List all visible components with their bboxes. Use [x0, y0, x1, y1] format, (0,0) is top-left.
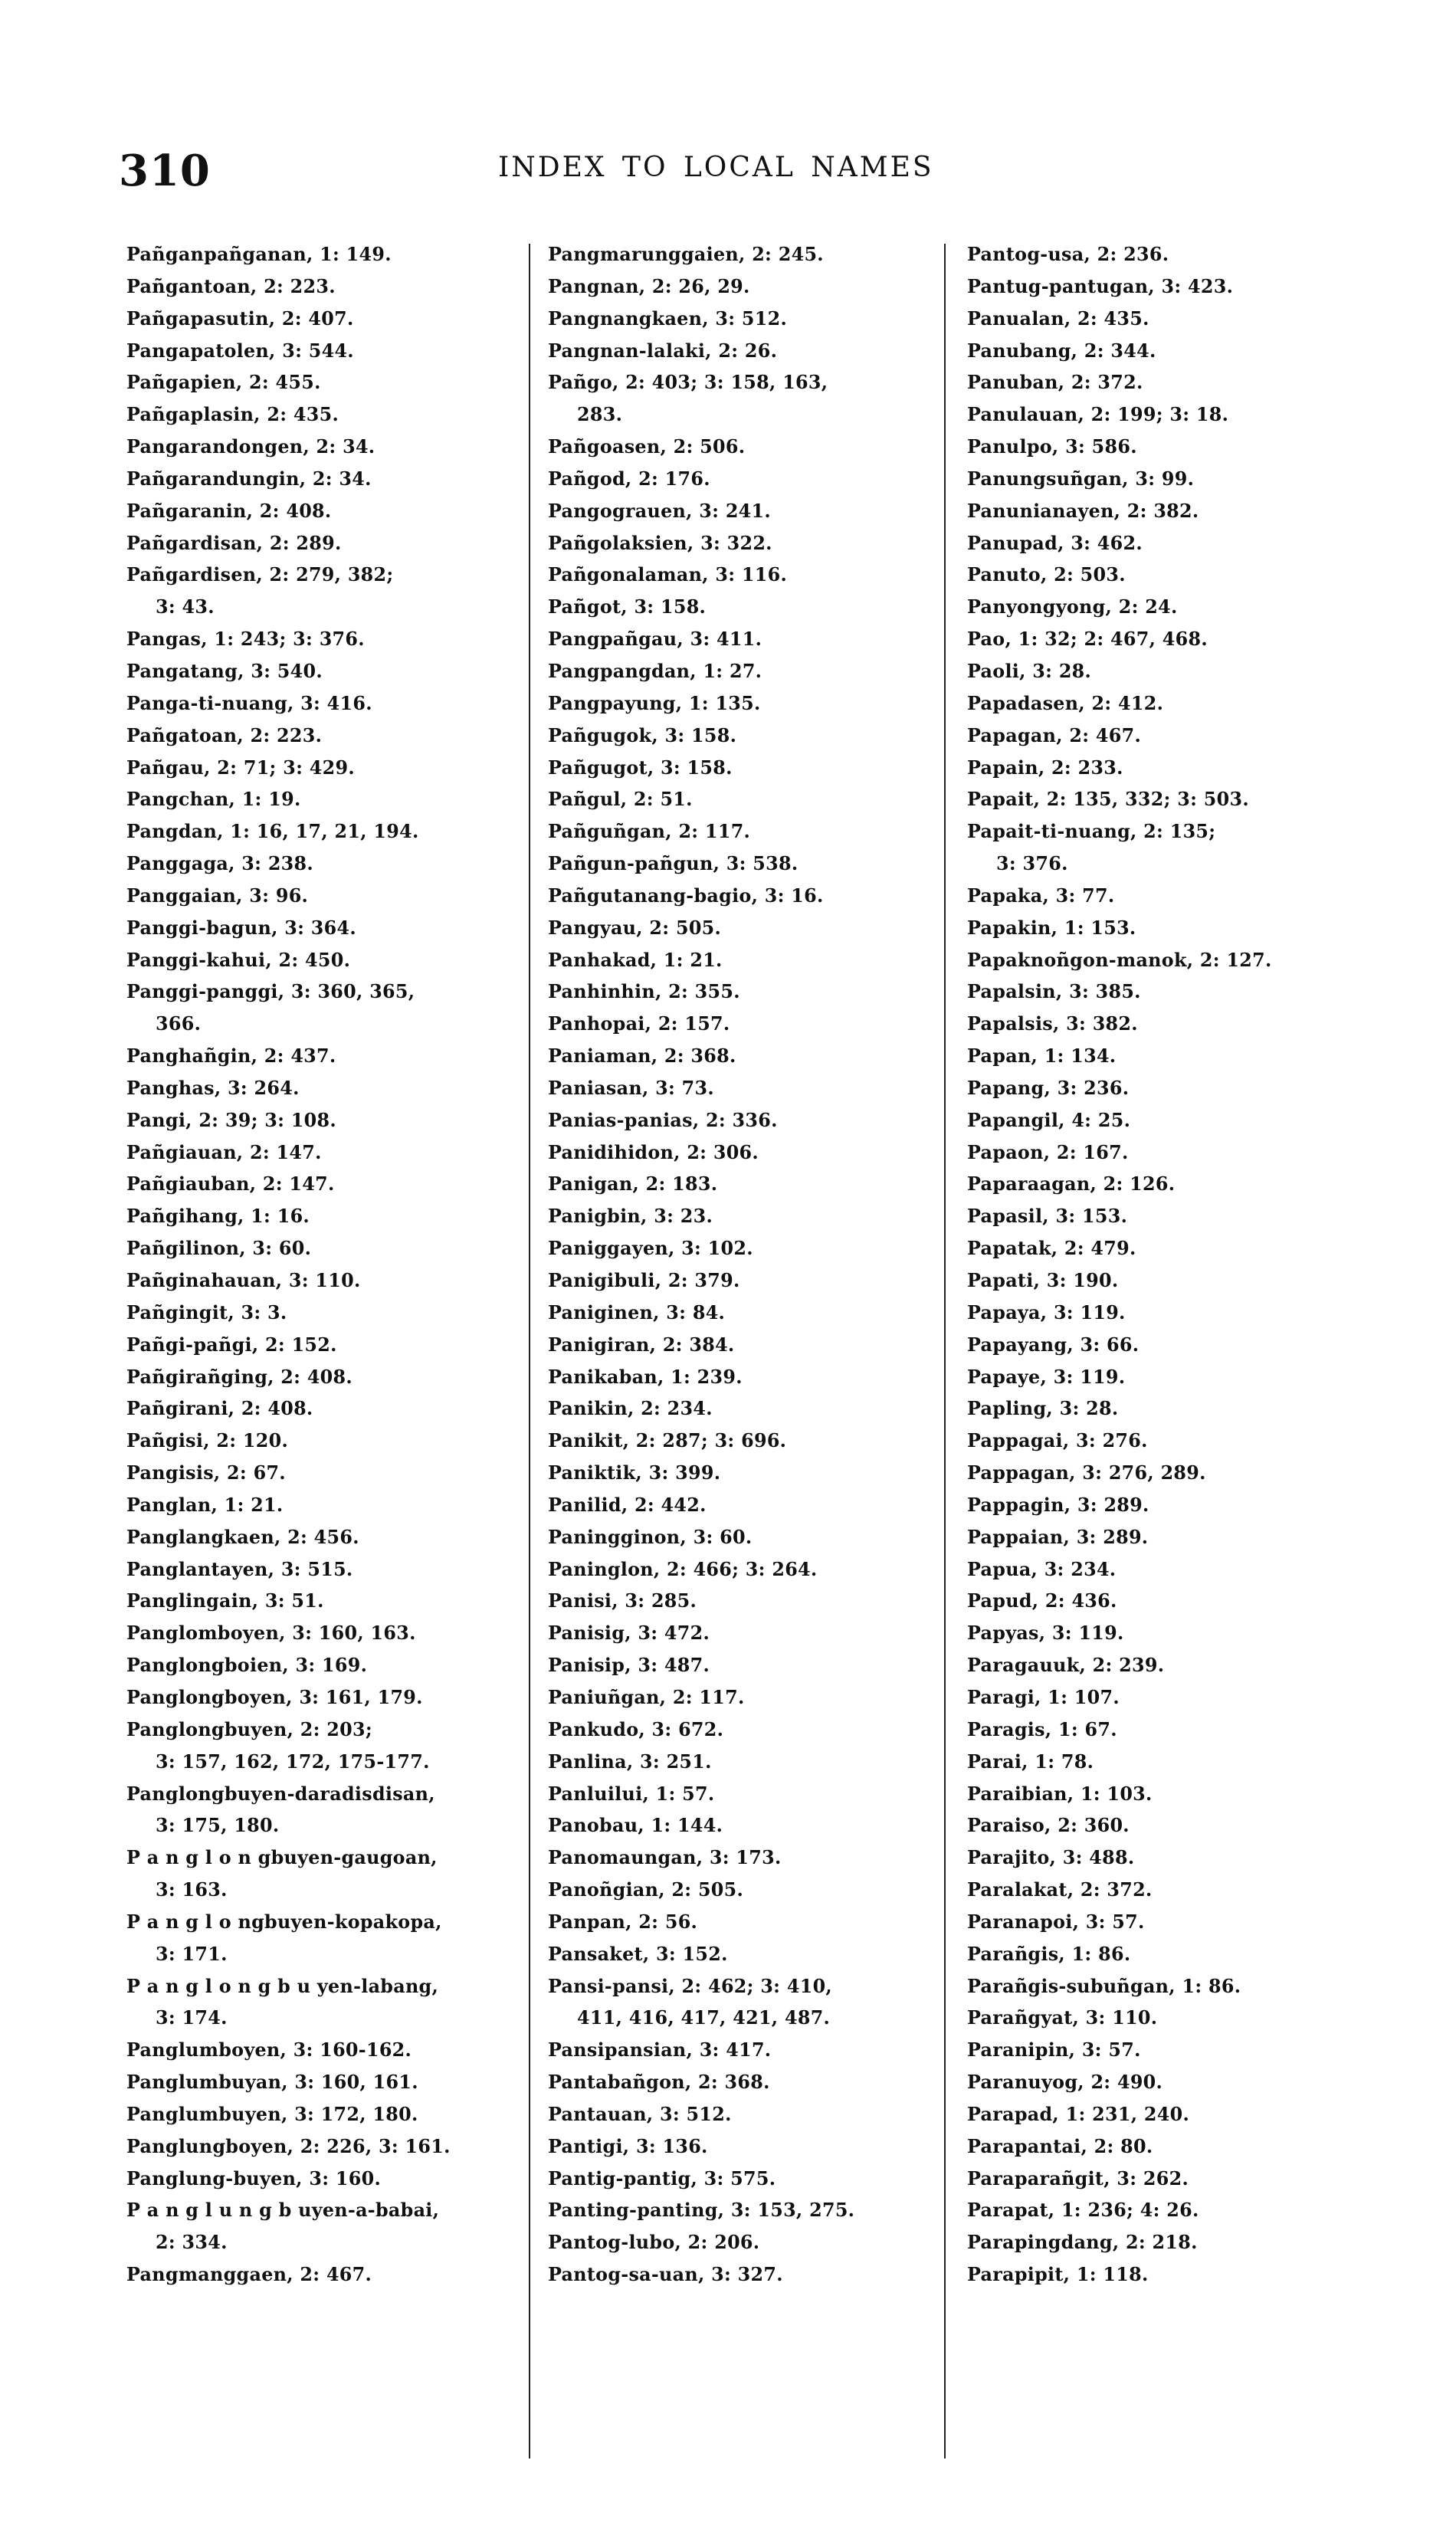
index-entry: 3: 43.	[156, 596, 215, 618]
index-entry: Pañgardisen, 2: 279, 382;	[126, 564, 394, 586]
index-entry: Pangas, 1: 243; 3: 376.	[126, 628, 365, 651]
index-entry: Panuban, 2: 372.	[967, 372, 1143, 394]
index-entry: Papaon, 2: 167.	[967, 1141, 1129, 1163]
index-entry: Paraparañgit, 3: 262.	[967, 2167, 1189, 2190]
index-entry: Panglongboien, 3: 169.	[126, 1655, 368, 1677]
index-entry: Paraiso, 2: 360.	[967, 1815, 1130, 1837]
index-entry: Pangpangdan, 1: 27.	[548, 660, 762, 682]
index-entry: Pañgirani, 2: 408.	[126, 1398, 313, 1420]
index-entry: Panglumbuyen, 3: 172, 180.	[126, 2103, 418, 2125]
index-entry: Panluilui, 1: 57.	[548, 1783, 715, 1805]
index-entry: Panikin, 2: 234.	[548, 1398, 713, 1420]
index-entry: Pappagai, 3: 276.	[967, 1430, 1148, 1452]
index-entry: Panghas, 3: 264.	[126, 1077, 300, 1099]
index-entry: Panggi-bagun, 3: 364.	[126, 917, 356, 939]
index-entry: Pañgilinon, 3: 60.	[126, 1238, 312, 1260]
index-entry: Pañgutanang-bagio, 3: 16.	[548, 884, 824, 907]
index-entry: 3: 376.	[996, 853, 1068, 875]
index-entry: Paniaman, 2: 368.	[548, 1045, 736, 1068]
index-entry: Parañgyat, 3: 110.	[967, 2007, 1158, 2029]
index-entry: Pangyau, 2: 505.	[548, 917, 722, 939]
index-entry: Pañginahauan, 3: 110.	[126, 1270, 361, 1291]
index-entry: 3: 175, 180.	[156, 1815, 280, 1837]
index-entry: Pañgapasutin, 2: 407.	[126, 307, 354, 330]
index-entry: Pañgo, 2: 403; 3: 158, 163,	[548, 372, 828, 394]
index-entry: Parañgis-subuñgan, 1: 86.	[967, 1975, 1241, 1997]
index-entry: P a n g l o n g b u yen-labang,	[126, 1975, 439, 1997]
index-entry: Paniasan, 3: 73.	[548, 1077, 714, 1099]
index-entry: Panglumbuyan, 3: 160, 161.	[126, 2071, 418, 2094]
index-entry: Pañgul, 2: 51.	[548, 789, 693, 811]
page-number: 310	[119, 146, 211, 196]
index-entry: Paningginon, 3: 60.	[548, 1526, 753, 1548]
index-entry: Parapad, 1: 231, 240.	[967, 2103, 1190, 2125]
index-entry: Panghañgin, 2: 437.	[126, 1045, 336, 1068]
index-entry: Pangapatolen, 3: 544.	[126, 339, 354, 362]
index-entry: Papua, 3: 234.	[967, 1558, 1117, 1580]
index-entry: P a n g l o n gbuyen-gaugoan,	[126, 1847, 438, 1869]
index-entry: Panobau, 1: 144.	[548, 1815, 723, 1837]
index-entry: Pañgarandungin, 2: 34.	[126, 467, 372, 490]
index-entry: Panglan, 1: 21.	[126, 1494, 284, 1516]
index-entry: Pañgot, 3: 158.	[548, 596, 707, 618]
index-entry: Panglongbuyen, 2: 203;	[126, 1718, 372, 1740]
index-entry: Papaye, 3: 119.	[967, 1366, 1126, 1388]
index-entry: Pantug-pantugan, 3: 423.	[967, 275, 1234, 297]
index-entry: Panting-panting, 3: 153, 275.	[548, 2199, 855, 2222]
index-entry: Pao, 1: 32; 2: 467, 468.	[967, 628, 1208, 651]
index-entry: Panualan, 2: 435.	[967, 307, 1149, 330]
index-entry: Panidihidon, 2: 306.	[548, 1141, 759, 1163]
index-entry: Papyas, 3: 119.	[967, 1622, 1124, 1645]
running-title: INDEX TO LOCAL NAMES	[498, 152, 934, 183]
index-entry: Panglungboyen, 2: 226, 3: 161.	[126, 2135, 451, 2157]
index-entry: Papaknoñgon-manok, 2: 127.	[967, 949, 1272, 971]
index-entry: Pañgonalaman, 3: 116.	[548, 564, 788, 586]
index-entry: Panoñgian, 2: 505.	[548, 1879, 744, 1901]
index-entry: Pañgardisan, 2: 289.	[126, 532, 342, 554]
index-entry: Pangnan-lalaki, 2: 26.	[548, 339, 778, 362]
index-entry: Pañgod, 2: 176.	[548, 467, 710, 490]
index-entry: Papatak, 2: 479.	[967, 1238, 1136, 1260]
index-entry: 2: 334.	[156, 2232, 228, 2254]
index-entry: Panilid, 2: 442.	[548, 1494, 707, 1516]
index-entry: Papud, 2: 436.	[967, 1590, 1117, 1612]
index-entry: Parai, 1: 78.	[967, 1750, 1094, 1773]
index-entry: Pantog-lubo, 2: 206.	[548, 2232, 760, 2254]
index-entry: Pañgiauan, 2: 147.	[126, 1141, 322, 1163]
index-entry: Panigan, 2: 183.	[548, 1173, 718, 1196]
index-entry: Panglangkaen, 2: 456.	[126, 1526, 359, 1548]
column-divider	[529, 244, 530, 2458]
index-entry: Paranuyog, 2: 490.	[967, 2071, 1163, 2094]
index-entry: Pañgiauban, 2: 147.	[126, 1173, 335, 1196]
index-entry: Papati, 3: 190.	[967, 1270, 1119, 1291]
index-column-3	[967, 239, 1366, 2291]
index-entry: Pantog-usa, 2: 236.	[967, 244, 1169, 265]
index-entry: Papakin, 1: 153.	[967, 917, 1136, 939]
index-entry: Pangmanggaen, 2: 467.	[126, 2264, 372, 2286]
index-entry: Pantigi, 3: 136.	[548, 2135, 708, 2157]
index-entry: Paragis, 1: 67.	[967, 1718, 1117, 1740]
index-entry: Paniuñgan, 2: 117.	[548, 1686, 745, 1708]
index-entry: Panomaungan, 3: 173.	[548, 1847, 782, 1869]
index-entry: Pangpañgau, 3: 411.	[548, 628, 762, 651]
index-entry: Pañgugok, 3: 158.	[548, 724, 737, 746]
index-entry: Paniktik, 3: 399.	[548, 1462, 721, 1484]
index-entry: Pappagan, 3: 276, 289.	[967, 1462, 1206, 1484]
index-entry: Panggi-kahui, 2: 450.	[126, 949, 351, 971]
index-entry: Pantog-sa-uan, 3: 327.	[548, 2264, 783, 2286]
index-entry: 3: 163.	[156, 1879, 228, 1901]
index-entry: Pankudo, 3: 672.	[548, 1718, 724, 1740]
index-entry: Panpan, 2: 56.	[548, 1911, 698, 1933]
index-entry: Pañgaplasin, 2: 435.	[126, 404, 339, 426]
index-entry: Paralakat, 2: 372.	[967, 1879, 1153, 1901]
index-entry: Panhakad, 1: 21.	[548, 949, 723, 971]
index-entry: Papasil, 3: 153.	[967, 1205, 1128, 1228]
index-entry: Parapantai, 2: 80.	[967, 2135, 1153, 2157]
index-entry: Paranapoi, 3: 57.	[967, 1911, 1145, 1933]
index-entry: Panigbin, 3: 23.	[548, 1205, 713, 1228]
index-entry: Pansaket, 3: 152.	[548, 1943, 728, 1965]
index-entry: Papayang, 3: 66.	[967, 1333, 1140, 1356]
index-entry: Papait-ti-nuang, 2: 135;	[967, 821, 1216, 843]
index-entry: Paoli, 3: 28.	[967, 660, 1092, 682]
index-entry: Panubang, 2: 344.	[967, 339, 1156, 362]
index-entry: Paninglon, 2: 466; 3: 264.	[548, 1558, 818, 1580]
index-entry: Papain, 2: 233.	[967, 756, 1123, 779]
index-entry: Pappagin, 3: 289.	[967, 1494, 1149, 1516]
index-entry: Panggaga, 3: 238.	[126, 853, 313, 875]
index-entry: Panggi-panggi, 3: 360, 365,	[126, 981, 415, 1003]
index-entry: Paragauuk, 2: 239.	[967, 1655, 1165, 1677]
index-entry: Pantauan, 3: 512.	[548, 2103, 732, 2125]
index-entry: Panhopai, 2: 157.	[548, 1013, 730, 1035]
index-entry: Panias-panias, 2: 336.	[548, 1109, 778, 1131]
index-entry: Papangil, 4: 25.	[967, 1109, 1131, 1131]
index-entry: Pañgaranin, 2: 408.	[126, 500, 332, 522]
index-entry: Pañgoasen, 2: 506.	[548, 436, 746, 458]
index-entry: Pañgapien, 2: 455.	[126, 372, 321, 394]
index-entry: Papadasen, 2: 412.	[967, 692, 1164, 714]
index-entry: P a n g l u n g b uyen-a-babai,	[126, 2199, 440, 2222]
page-header	[0, 146, 1456, 207]
index-entry: Pañgihang, 1: 16.	[126, 1205, 310, 1228]
index-entry: Papling, 3: 28.	[967, 1398, 1119, 1420]
index-entry: Papagan, 2: 467.	[967, 724, 1142, 746]
index-entry: Paparaagan, 2: 126.	[967, 1173, 1176, 1196]
index-entry: 366.	[156, 1013, 202, 1035]
index-column-2	[548, 239, 946, 2291]
index-entry: Pangisis, 2: 67.	[126, 1462, 286, 1484]
index-entry: Panglantayen, 3: 515.	[126, 1558, 353, 1580]
index-entry: Parapipit, 1: 118.	[967, 2264, 1149, 2286]
index-entry: Parañgis, 1: 86.	[967, 1943, 1131, 1965]
index-entry: 3: 171.	[156, 1943, 228, 1965]
index-entry: Paranipin, 3: 57.	[967, 2039, 1141, 2062]
index-entry: Panisi, 3: 285.	[548, 1590, 697, 1612]
index-entry: Pangpayung, 1: 135.	[548, 692, 761, 714]
index-entry: Panunianayen, 2: 382.	[967, 500, 1199, 522]
index-entry: Pansi-pansi, 2: 462; 3: 410,	[548, 1975, 833, 1997]
index-entry: Panikaban, 1: 239.	[548, 1366, 743, 1388]
index-entry: Panulauan, 2: 199; 3: 18.	[967, 404, 1229, 426]
index-entry: Pañgatoan, 2: 223.	[126, 724, 323, 746]
index-entry: Papalsin, 3: 385.	[967, 981, 1141, 1003]
index-entry: Panglongbuyen-daradisdisan,	[126, 1783, 435, 1805]
index-entry: 3: 174.	[156, 2007, 228, 2029]
index-entry: Pangatang, 3: 540.	[126, 660, 323, 682]
index-entry: Papang, 3: 236.	[967, 1077, 1130, 1099]
index-entry: Pangograuen, 3: 241.	[548, 500, 771, 522]
index-entry: Pangmarunggaien, 2: 245.	[548, 244, 824, 265]
index-entry: Pansipansian, 3: 417.	[548, 2039, 772, 2062]
index-entry: Panglongboyen, 3: 161, 179.	[126, 1686, 423, 1708]
index-entry: Papait, 2: 135, 332; 3: 503.	[967, 789, 1249, 811]
index-column-1	[126, 239, 502, 2291]
index-entry: Panupad, 3: 462.	[967, 532, 1143, 554]
index-entry: Papalsis, 3: 382.	[967, 1013, 1138, 1035]
index-entry: Panggaian, 3: 96.	[126, 884, 309, 907]
index-entry: Pañgantoan, 2: 223.	[126, 275, 336, 297]
index-entry: Panyongyong, 2: 24.	[967, 596, 1178, 618]
index-entry: Pañgolaksien, 3: 322.	[548, 532, 772, 554]
index-entry: Pañgun-pañgun, 3: 538.	[548, 853, 799, 875]
index-entry: Pantig-pantig, 3: 575.	[548, 2167, 776, 2190]
index-entry: 3: 157, 162, 172, 175-177.	[156, 1750, 430, 1773]
index-entry: 283.	[577, 404, 623, 426]
index-entry: Pangi, 2: 39; 3: 108.	[126, 1109, 336, 1131]
index-entry: Paniggayen, 3: 102.	[548, 1238, 753, 1260]
index-entry: Papaka, 3: 77.	[967, 884, 1115, 907]
index-entry: Panglung-buyen, 3: 160.	[126, 2167, 382, 2190]
index-entry: Pañgau, 2: 71; 3: 429.	[126, 756, 355, 779]
index-entry: Parajito, 3: 488.	[967, 1847, 1135, 1869]
index-entry: Panglingain, 3: 51.	[126, 1590, 324, 1612]
index-entry: Panisig, 3: 472.	[548, 1622, 710, 1645]
index-entry: Pañgugot, 3: 158.	[548, 756, 733, 779]
index-entry: Panuto, 2: 503.	[967, 564, 1126, 586]
index-entry: Parapingdang, 2: 218.	[967, 2232, 1198, 2254]
index-entry: Pañgingit, 3: 3.	[126, 1301, 287, 1324]
index-entry: Panlina, 3: 251.	[548, 1750, 712, 1773]
index-entry: Pangarandongen, 2: 34.	[126, 436, 375, 458]
index-entry: Pañgirañging, 2: 408.	[126, 1366, 353, 1388]
index-entry: Pangnan, 2: 26, 29.	[548, 275, 750, 297]
index-entry: Panga-ti-nuang, 3: 416.	[126, 692, 372, 714]
index-entry: Pañguñgan, 2: 117.	[548, 821, 751, 843]
index-entry: Paragi, 1: 107.	[967, 1686, 1120, 1708]
index-entry: Parapat, 1: 236; 4: 26.	[967, 2199, 1199, 2222]
index-entry: Papan, 1: 134.	[967, 1045, 1117, 1068]
column-divider	[944, 244, 946, 2458]
index-entry: 411, 416, 417, 421, 487.	[577, 2007, 831, 2029]
index-entry: Pantabañgon, 2: 368.	[548, 2071, 770, 2094]
index-entry: Pangchan, 1: 19.	[126, 789, 301, 811]
index-entry: Pappaian, 3: 289.	[967, 1526, 1149, 1548]
index-entry: Panglomboyen, 3: 160, 163.	[126, 1622, 416, 1645]
index-entry: Panigibuli, 2: 379.	[548, 1270, 740, 1291]
index-entry: Papaya, 3: 119.	[967, 1301, 1126, 1324]
index-entry: Panungsuñgan, 3: 99.	[967, 467, 1195, 490]
index-entry: Pañgi-pañgi, 2: 152.	[126, 1333, 337, 1356]
index-entry: P a n g l o ngbuyen-kopakopa,	[126, 1911, 442, 1933]
index-entry: Pañganpañganan, 1: 149.	[126, 244, 392, 265]
index-entry: Pangdan, 1: 16, 17, 21, 194.	[126, 821, 419, 843]
index-entry: Panisip, 3: 487.	[548, 1655, 710, 1677]
index-entry: Panulpo, 3: 586.	[967, 436, 1137, 458]
index-entry: Pangnangkaen, 3: 512.	[548, 307, 788, 330]
index-entry: Paniginen, 3: 84.	[548, 1301, 726, 1324]
index-entry: Panikit, 2: 287; 3: 696.	[548, 1430, 787, 1452]
index-entry: Panglumboyen, 3: 160-162.	[126, 2039, 412, 2062]
index-entry: Panigiran, 2: 384.	[548, 1333, 735, 1356]
index-entry: Pañgisi, 2: 120.	[126, 1430, 289, 1452]
index-entry: Panhinhin, 2: 355.	[548, 981, 740, 1003]
index-entry: Paraibian, 1: 103.	[967, 1783, 1153, 1805]
